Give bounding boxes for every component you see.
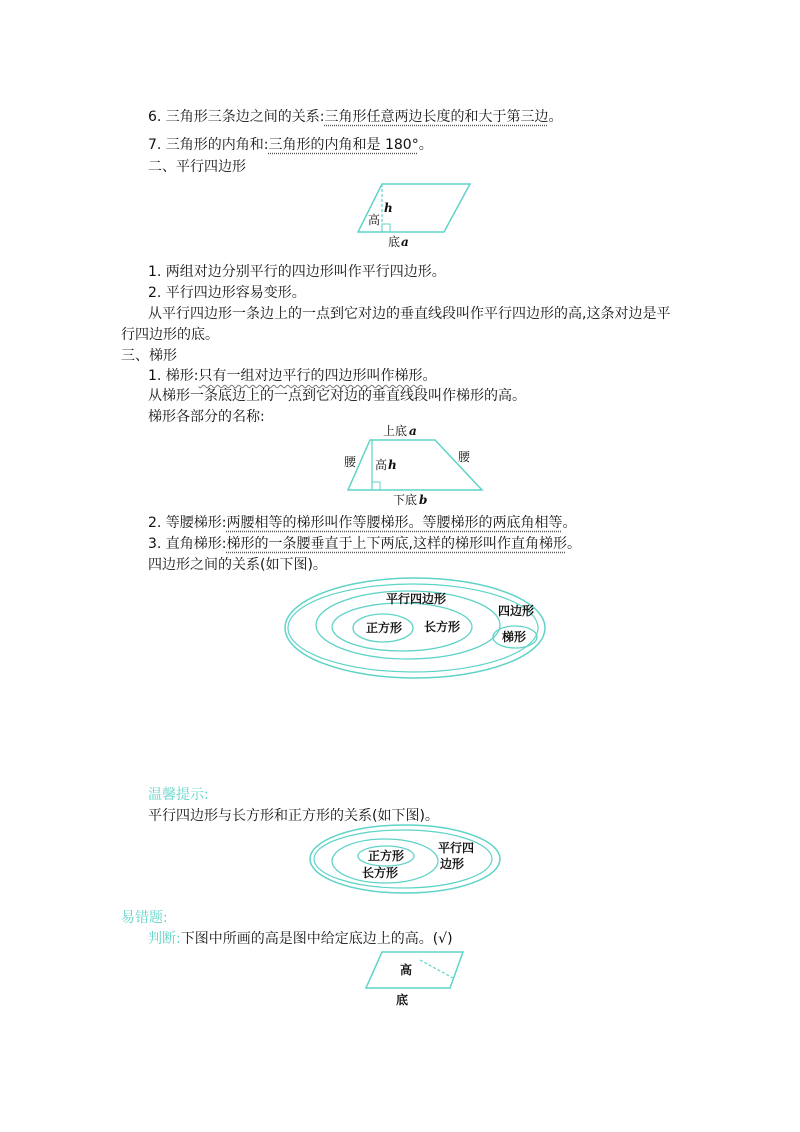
tips-parallelogram-ellipse-outer [310, 825, 500, 893]
top-a-label: a [409, 424, 417, 438]
trapezoid-h-label: h [388, 458, 397, 472]
item-6-emphasis: 三角形任意两边长度的和大于第三边 [324, 109, 549, 125]
trapezoid-item-1: 1. 梯形:只有一组对边平行的四边形叫作梯形。 [148, 368, 437, 384]
trapezoid-height-definition: 从梯形一条底边上的一点到它对边的垂直线段叫作梯形的高。 [148, 388, 526, 404]
judge-label: 判断: [148, 931, 181, 947]
trapezoid-shape [348, 440, 482, 490]
right-leg-label: 腰 [458, 450, 471, 464]
item-7: 7. 三角形的内角和:三角形的内角和是 180°。 [148, 137, 433, 153]
h-label: h [384, 201, 393, 215]
tips-rectangle-label: 长方形 [362, 866, 399, 880]
parallelogram-definition-line-1: 从平行四边形一条边上的一点到它对边的垂直线段叫作平行四边形的高,这条对边是平 [148, 306, 671, 322]
mistake-base-label: 底 [396, 993, 409, 1007]
item-7-emphasis: 三角形的内角和是 180° [268, 137, 419, 153]
trapezoid-right-angle-mark [372, 482, 380, 490]
trapezoid-parts-title: 梯形各部分的名称: [148, 409, 265, 425]
mistake-heading: 易错题: [121, 910, 168, 926]
isosceles-emphasis: 两腰相等的梯形叫作等腰梯形。等腰梯形的两底角相等 [226, 515, 563, 531]
mistake-question [148, 930, 453, 948]
top-base-label: 上底 [383, 424, 408, 438]
venn-trapezoid-ellipse [493, 626, 537, 648]
tips-text: 平行四边形与长方形和正方形的关系(如下图)。 [148, 808, 439, 824]
parallelogram-item-1: 1. 两组对边分别平行的四边形叫作平行四边形。 [148, 264, 446, 280]
venn-square-ellipse [353, 614, 413, 642]
bottom-base-label: 下底 [393, 493, 418, 507]
mistake-height-label: 高 [400, 963, 413, 977]
mistake-height-line [420, 960, 453, 978]
judge-question-text: 下图中所画的高是图中给定底边上的高。(√) [180, 931, 453, 947]
base-label: 底 [388, 235, 401, 249]
venn-parallelogram-ellipse [316, 591, 500, 659]
trapezoid-item-1-emphasis: 只有一组对边平行的四边形叫作梯形 [198, 368, 423, 384]
trapezoid-height-label: 高 [375, 458, 388, 472]
parallelogram-item-2: 2. 平行四边形容易变形。 [148, 285, 306, 301]
tips-parallelogram-ellipse-inner [314, 830, 492, 888]
item-6: 6. 三角形三条边之间的关系:三角形任意两边长度的和大于第三边。 [148, 109, 563, 125]
venn-rectangle-ellipse [332, 603, 472, 651]
tips-parallelogram-label-1: 平行四 [438, 841, 475, 855]
section-heading-parallelogram: 二、平行四边形 [148, 159, 246, 175]
tips-heading: 温馨提示: [148, 787, 209, 803]
venn-square-label: 正方形 [366, 621, 403, 635]
tips-square-label: 正方形 [368, 849, 405, 863]
venn-outer-label: 四边形 [498, 604, 535, 618]
right-angle-mark [382, 224, 390, 232]
height-label: 高 [368, 213, 381, 227]
section-heading-trapezoid: 三、梯形 [121, 348, 177, 364]
venn-outer-ellipse-inner [288, 584, 538, 672]
parallelogram-shape [358, 184, 470, 232]
tips-parallelogram-label-2: 边形 [440, 857, 465, 871]
quadrilateral-relation-title: 四边形之间的关系(如下图)。 [148, 557, 327, 573]
bottom-b-label: b [419, 493, 428, 507]
venn-trapezoid-label: 梯形 [502, 630, 527, 644]
left-leg-label: 腰 [344, 455, 357, 469]
venn-outer-ellipse [285, 578, 545, 678]
parallelogram-definition-line-2: 行四边形的底。 [121, 327, 219, 343]
tips-rectangle-ellipse [332, 839, 438, 883]
mistake-parallelogram [366, 952, 463, 988]
venn-rectangle-label: 长方形 [424, 620, 461, 634]
right-trapezoid-emphasis: 梯形的一条腰垂直于上下两底,这样的梯形叫作直角梯形 [226, 536, 567, 552]
isosceles-trapezoid-item: 2. 等腰梯形:两腰相等的梯形叫作等腰梯形。等腰梯形的两底角相等。 [148, 515, 577, 531]
venn-parallelogram-label: 平行四边形 [386, 592, 447, 606]
right-trapezoid-item: 3. 直角梯形:梯形的一条腰垂直于上下两底,这样的梯形叫作直角梯形。 [148, 536, 581, 552]
a-label: a [401, 235, 409, 249]
tips-square-ellipse [358, 846, 414, 866]
